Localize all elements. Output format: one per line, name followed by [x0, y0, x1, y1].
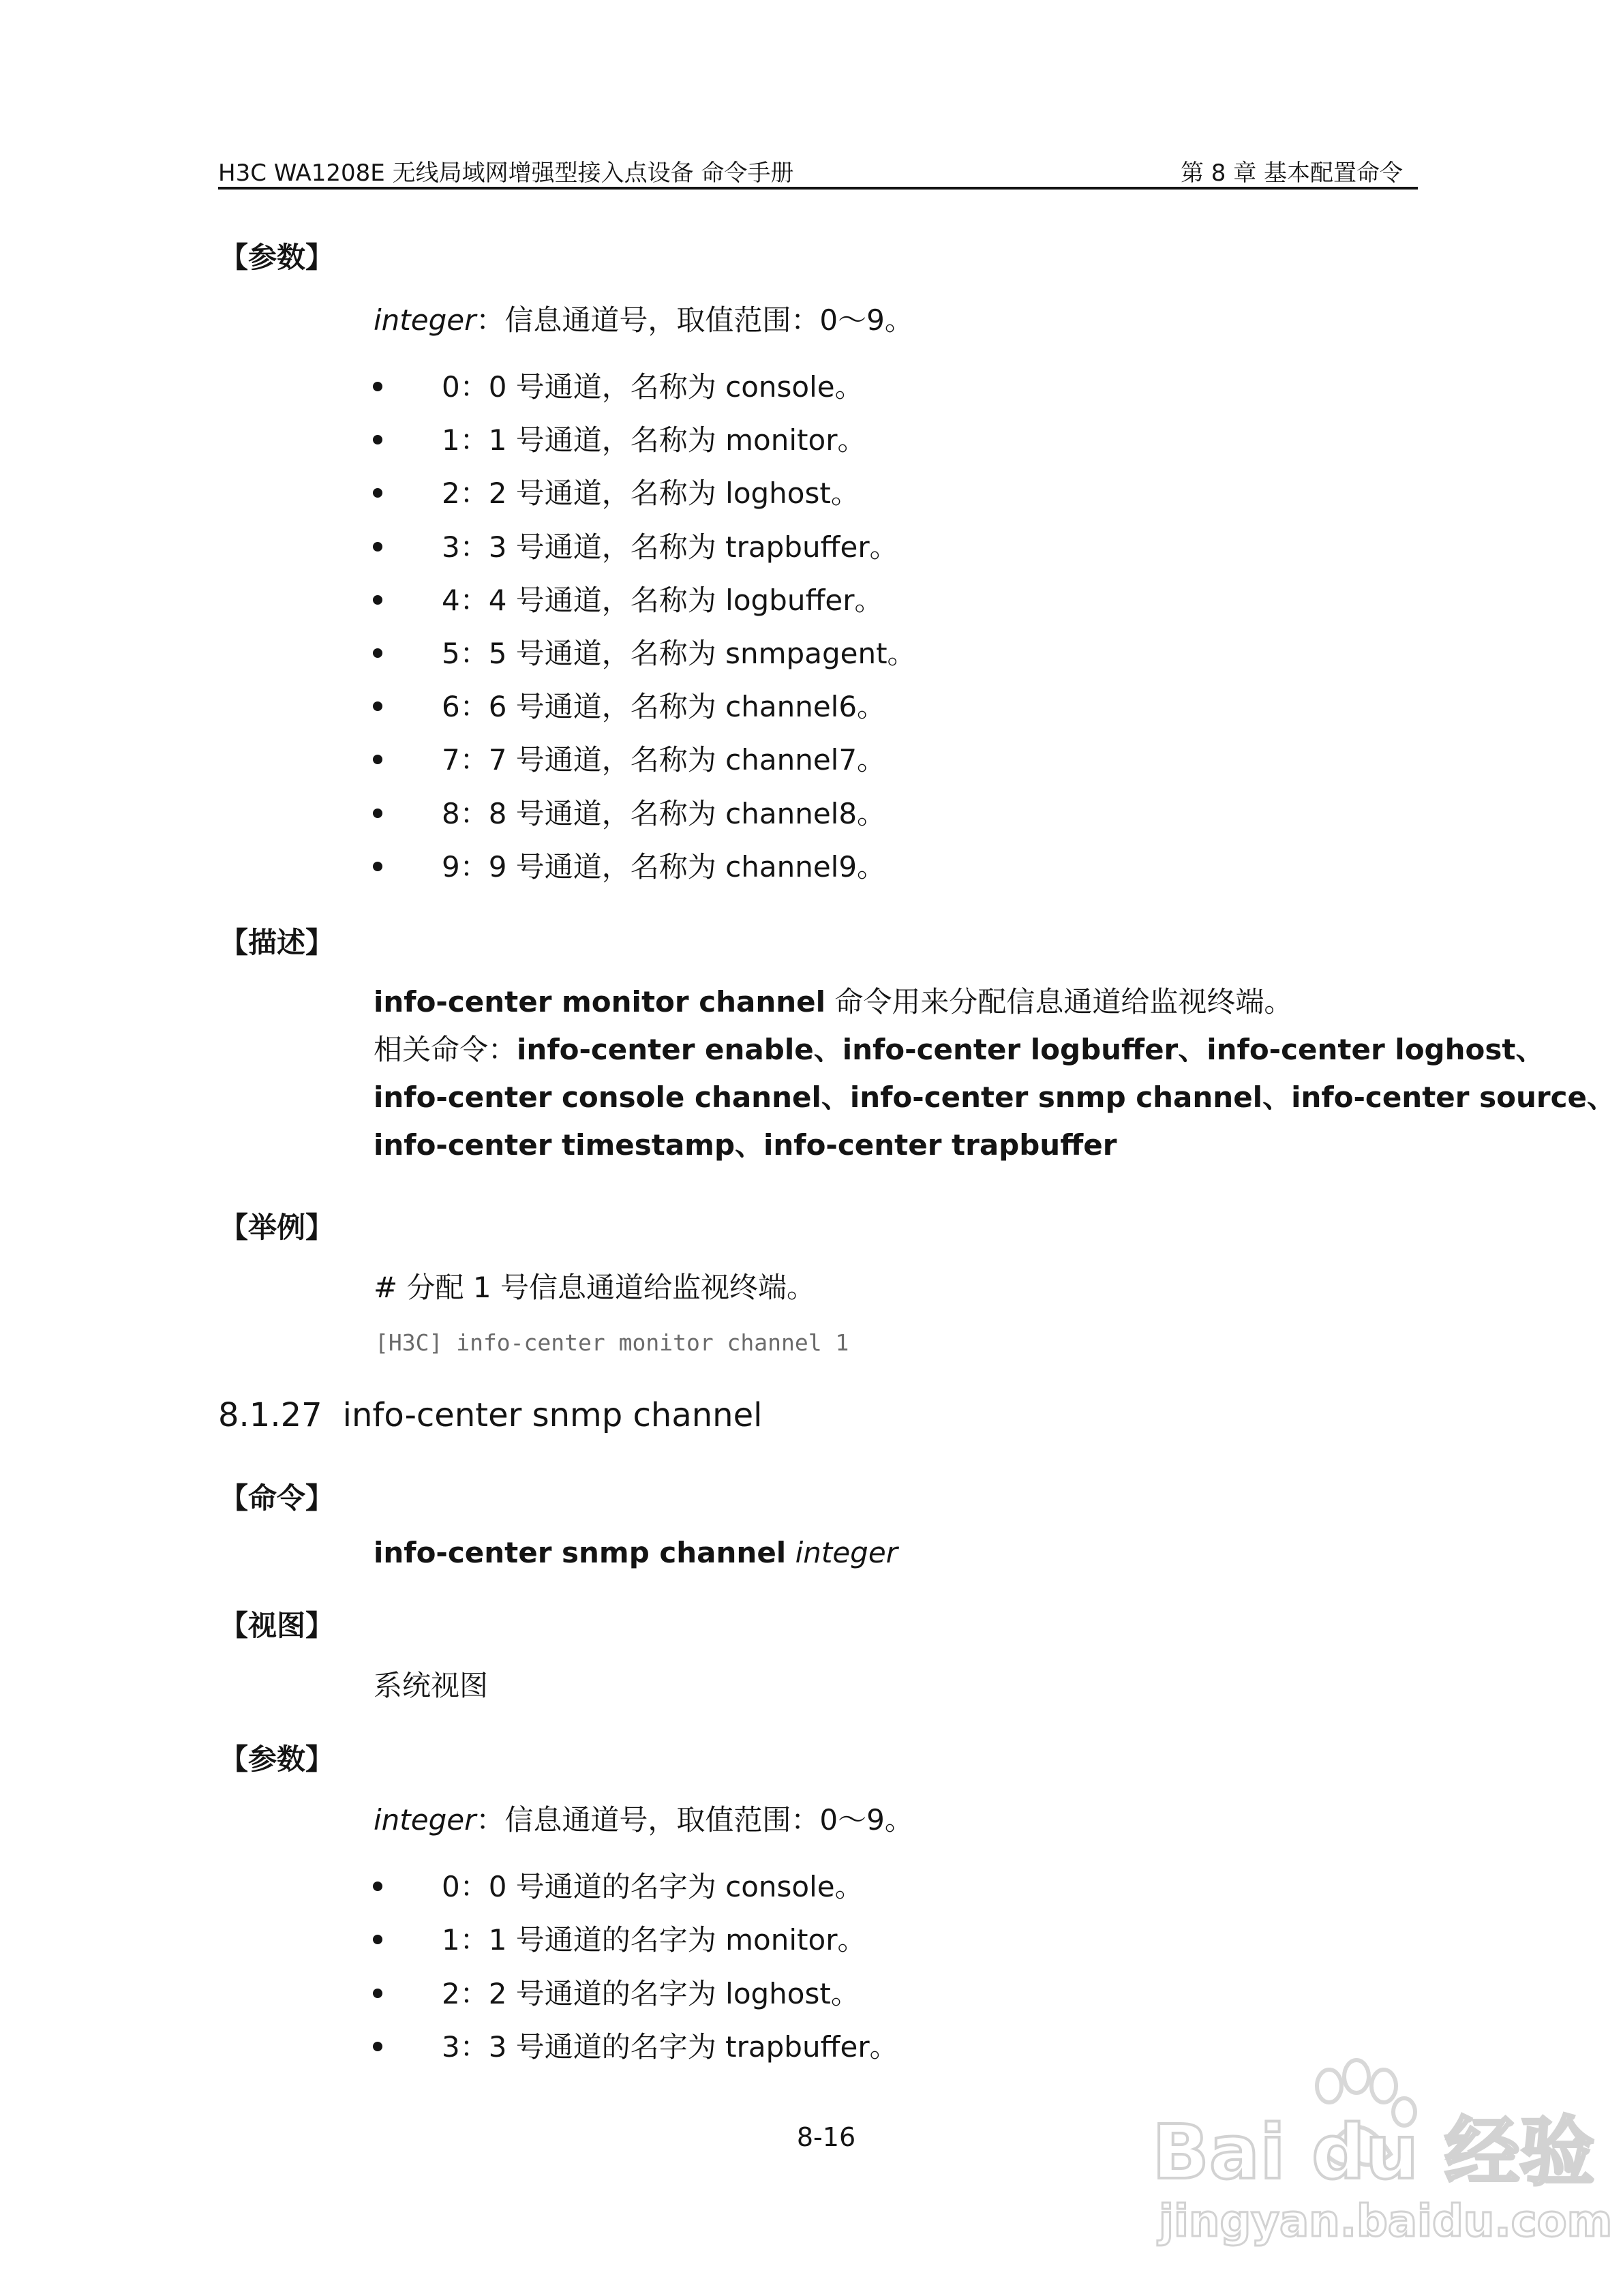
list-item: 9：9 号通道，名称为 channel9。 — [442, 849, 886, 883]
header-title: H3C WA1208E 无线局域网增强型接入点设备 命令手册 — [218, 160, 794, 187]
desc-text: 命令用来分配信息通道给监视终端。 — [825, 985, 1293, 1018]
integer-word: integer — [374, 303, 476, 337]
related-prefix: 相关命令： — [374, 1033, 517, 1066]
bullet-icon — [373, 701, 382, 711]
bullet-icon — [373, 595, 382, 605]
list-item: 0：0 号通道，名称为 console。 — [442, 370, 864, 404]
bullet-icon — [373, 648, 382, 658]
list-item: 7：7 号通道，名称为 channel7。 — [442, 743, 886, 777]
watermark-brand: Bai du 经验 — [1152, 2109, 1595, 2196]
bullet-icon — [373, 1989, 382, 1998]
subsection-number: 8.1.27 — [218, 1396, 322, 1434]
bullet-icon — [373, 1935, 382, 1944]
bullet-icon — [373, 488, 382, 498]
integer-desc-2: ：信息通道号，取值范围：0～9。 — [476, 1803, 913, 1837]
example-code: [H3C] info-center monitor channel 1 — [375, 1329, 849, 1356]
bullet-icon — [373, 809, 382, 818]
bullet-icon — [373, 2042, 382, 2051]
list-item: 2：2 号通道，名称为 loghost。 — [442, 477, 860, 511]
integer-word-2: integer — [374, 1803, 476, 1837]
bullet-icon — [373, 862, 382, 871]
command-heading: 【命令】 — [219, 1481, 335, 1515]
related-line-2: info-center console channel、info-center snmp channel、info-center source、 — [374, 1081, 1616, 1114]
related-commands-1: info-center enable、info-center logbuffer、info-center loghost、 — [517, 1033, 1545, 1066]
example-heading: 【举例】 — [219, 1211, 335, 1244]
header-rule — [218, 187, 1418, 190]
related-line-1 — [374, 1026, 1545, 1074]
view-heading: 【视图】 — [219, 1609, 335, 1642]
view-text: 系统视图 — [374, 1669, 489, 1702]
params-heading-2: 【参数】 — [219, 1742, 335, 1776]
subsection-heading — [218, 1396, 762, 1434]
params-heading: 【参数】 — [219, 241, 335, 274]
bullet-icon — [373, 755, 382, 764]
related-commands — [374, 1026, 1616, 1169]
desc-command: info-center monitor channel — [374, 985, 826, 1018]
related-line-3: info-center timestamp、info-center trapbuffer — [374, 1128, 1117, 1162]
baidu-jingyan-watermark — [1145, 2052, 1613, 2256]
list-item: 3：3 号通道，名称为 trapbuffer。 — [442, 530, 898, 564]
list-item: 1：1 号通道，名称为 monitor。 — [442, 423, 866, 457]
integer-desc: ：信息通道号，取值范围：0～9。 — [476, 303, 913, 337]
list-item: 5：5 号通道，名称为 snmpagent。 — [442, 637, 916, 670]
bullet-icon — [373, 382, 382, 391]
list-item: 1：1 号通道的名字为 monitor。 — [442, 1923, 866, 1957]
list-item: 8：8 号通道，名称为 channel8。 — [442, 796, 886, 830]
desc-heading: 【描述】 — [219, 926, 335, 959]
desc-line — [374, 980, 1292, 1021]
chapter-title: 第 8 章 基本配置命令 — [1181, 160, 1404, 187]
list-item: 2：2 号通道的名字为 loghost。 — [442, 1976, 860, 2010]
bullet-icon — [373, 542, 382, 552]
watermark-url: jingyan.baidu.com — [1159, 2196, 1613, 2247]
integer-param-line — [374, 298, 913, 339]
command-name: info-center snmp channel — [374, 1536, 787, 1569]
subsection-title: info-center snmp channel — [342, 1396, 763, 1434]
command-line — [374, 1536, 898, 1569]
list-item: 3：3 号通道的名字为 trapbuffer。 — [442, 2029, 898, 2064]
list-item: 0：0 号通道的名字为 console。 — [442, 1870, 864, 1903]
list-item: 6：6 号通道，名称为 channel6。 — [442, 690, 886, 724]
bullet-icon — [373, 1882, 382, 1891]
example-text: # 分配 1 号信息通道给监视终端。 — [374, 1271, 815, 1304]
bullet-icon — [373, 435, 382, 444]
integer-param-line-2 — [374, 1798, 913, 1839]
list-item: 4：4 号通道，名称为 logbuffer。 — [442, 583, 883, 617]
command-arg: integer — [795, 1536, 898, 1569]
page-number: 8-16 — [796, 2122, 856, 2152]
